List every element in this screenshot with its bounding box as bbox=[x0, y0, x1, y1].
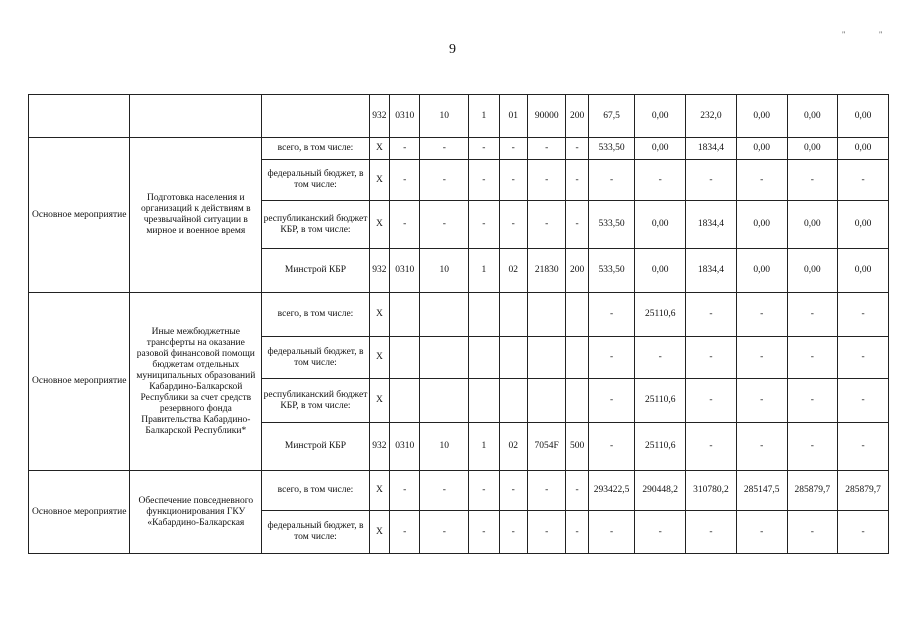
value-cell: 0,00 bbox=[838, 138, 889, 160]
value-cell: 293422,5 bbox=[588, 471, 635, 511]
value-cell: - bbox=[635, 511, 686, 554]
value-cell: - bbox=[420, 160, 469, 201]
value-cell: 1834,4 bbox=[686, 201, 737, 249]
corner-mark: " bbox=[842, 30, 846, 39]
value-cell: 0,00 bbox=[787, 138, 838, 160]
value-cell: - bbox=[390, 511, 420, 554]
corner-mark: " bbox=[879, 30, 883, 39]
funding-source: всего, в том числе: bbox=[262, 293, 370, 337]
value-cell: - bbox=[736, 423, 787, 471]
value-cell: 0,00 bbox=[838, 201, 889, 249]
value-cell: - bbox=[838, 379, 889, 423]
value-cell bbox=[566, 337, 588, 379]
funding-source: всего, в том числе: bbox=[262, 471, 370, 511]
value-cell: Х bbox=[369, 471, 389, 511]
value-cell: - bbox=[566, 471, 588, 511]
value-cell: - bbox=[787, 511, 838, 554]
value-cell: - bbox=[588, 337, 635, 379]
funding-source: Минстрой КБР bbox=[262, 249, 370, 293]
funding-source: Минстрой КБР bbox=[262, 423, 370, 471]
measure-type: Основное мероприятие bbox=[29, 293, 130, 471]
value-cell: 1 bbox=[469, 423, 499, 471]
value-cell: - bbox=[390, 201, 420, 249]
value-cell: - bbox=[588, 379, 635, 423]
value-cell: 1 bbox=[469, 249, 499, 293]
value-cell: 0310 bbox=[390, 423, 420, 471]
value-cell bbox=[566, 379, 588, 423]
value-cell: 0,00 bbox=[787, 249, 838, 293]
value-cell: - bbox=[686, 379, 737, 423]
value-cell: - bbox=[420, 511, 469, 554]
value-cell: - bbox=[838, 160, 889, 201]
value-cell: 0,00 bbox=[838, 95, 889, 138]
budget-table bbox=[28, 94, 889, 554]
value-cell: 67,5 bbox=[588, 95, 635, 138]
value-cell: - bbox=[469, 511, 499, 554]
value-cell: - bbox=[420, 471, 469, 511]
measure-name: Иные межбюджетные трансферты на оказание разовой финансовой помощи бюджетам отдельных муниципальных образований Кабардино-Балкарской Республики за счет средств резервного фонда Правительства Кабардино-Балкарской Республики* bbox=[130, 293, 262, 471]
value-cell: 285879,7 bbox=[787, 471, 838, 511]
value-cell: 0310 bbox=[390, 95, 420, 138]
value-cell: - bbox=[686, 337, 737, 379]
value-cell: - bbox=[736, 379, 787, 423]
value-cell: 0,00 bbox=[736, 249, 787, 293]
value-cell: - bbox=[527, 201, 566, 249]
value-cell: - bbox=[420, 201, 469, 249]
value-cell: 25110,6 bbox=[635, 293, 686, 337]
page-number: 9 bbox=[449, 42, 456, 57]
value-cell: - bbox=[635, 160, 686, 201]
value-cell: 285147,5 bbox=[736, 471, 787, 511]
value-cell bbox=[420, 337, 469, 379]
value-cell: - bbox=[390, 160, 420, 201]
name-cell bbox=[130, 95, 262, 138]
value-cell: - bbox=[787, 337, 838, 379]
value-cell: - bbox=[527, 471, 566, 511]
measure-type: Основное мероприятие bbox=[29, 138, 130, 293]
value-cell bbox=[469, 379, 499, 423]
value-cell: 0,00 bbox=[838, 249, 889, 293]
value-cell: - bbox=[527, 511, 566, 554]
value-cell bbox=[420, 379, 469, 423]
measure-name: Подготовка населения и организаций к действиям в чрезвычайной ситуации в мирное и военное время bbox=[130, 138, 262, 293]
value-cell bbox=[390, 337, 420, 379]
value-cell: - bbox=[499, 201, 527, 249]
value-cell: - bbox=[787, 293, 838, 337]
value-cell: 1 bbox=[469, 95, 499, 138]
value-cell: 533,50 bbox=[588, 201, 635, 249]
value-cell: - bbox=[588, 423, 635, 471]
value-cell: 0,00 bbox=[787, 95, 838, 138]
value-cell: 0,00 bbox=[635, 249, 686, 293]
value-cell: Х bbox=[369, 138, 389, 160]
value-cell: - bbox=[566, 201, 588, 249]
value-cell: 01 bbox=[499, 95, 527, 138]
value-cell: - bbox=[736, 293, 787, 337]
funding-source: республиканский бюджет КБР, в том числе: bbox=[262, 379, 370, 423]
value-cell bbox=[469, 293, 499, 337]
value-cell: 25110,6 bbox=[635, 423, 686, 471]
value-cell: 500 bbox=[566, 423, 588, 471]
value-cell: 7054F bbox=[527, 423, 566, 471]
value-cell: - bbox=[469, 138, 499, 160]
value-cell: 21830 bbox=[527, 249, 566, 293]
value-cell: 200 bbox=[566, 249, 588, 293]
value-cell bbox=[499, 337, 527, 379]
value-cell: - bbox=[787, 379, 838, 423]
type-cell bbox=[29, 95, 130, 138]
funding-source: федеральный бюджет, в том числе: bbox=[262, 337, 370, 379]
value-cell: 25110,6 bbox=[635, 379, 686, 423]
value-cell: - bbox=[469, 160, 499, 201]
value-cell: 10 bbox=[420, 249, 469, 293]
value-cell: Х bbox=[369, 379, 389, 423]
value-cell bbox=[499, 379, 527, 423]
value-cell: 0,00 bbox=[787, 201, 838, 249]
value-cell: - bbox=[838, 423, 889, 471]
value-cell: 1834,4 bbox=[686, 138, 737, 160]
value-cell: 932 bbox=[369, 95, 389, 138]
source-cell bbox=[262, 95, 370, 138]
value-cell: - bbox=[420, 138, 469, 160]
value-cell: 285879,7 bbox=[838, 471, 889, 511]
value-cell: - bbox=[635, 337, 686, 379]
value-cell: Х bbox=[369, 511, 389, 554]
funding-source: федеральный бюджет, в том числе: bbox=[262, 511, 370, 554]
value-cell: - bbox=[787, 160, 838, 201]
value-cell: 02 bbox=[499, 249, 527, 293]
value-cell: 0,00 bbox=[635, 138, 686, 160]
value-cell bbox=[469, 337, 499, 379]
value-cell: - bbox=[736, 160, 787, 201]
value-cell: - bbox=[686, 423, 737, 471]
value-cell bbox=[527, 379, 566, 423]
table-row bbox=[29, 293, 889, 337]
value-cell: - bbox=[736, 511, 787, 554]
value-cell: - bbox=[499, 160, 527, 201]
value-cell bbox=[527, 293, 566, 337]
value-cell: - bbox=[390, 138, 420, 160]
value-cell: - bbox=[736, 337, 787, 379]
value-cell: - bbox=[588, 511, 635, 554]
value-cell: 02 bbox=[499, 423, 527, 471]
value-cell: - bbox=[787, 423, 838, 471]
funding-source: федеральный бюджет, в том числе: bbox=[262, 160, 370, 201]
value-cell bbox=[527, 337, 566, 379]
table-row bbox=[29, 471, 889, 511]
value-cell: - bbox=[566, 138, 588, 160]
measure-name: Обеспечение повседневного функционирования ГКУ «Кабардино-Балкарская bbox=[130, 471, 262, 554]
value-cell: - bbox=[499, 138, 527, 160]
value-cell: - bbox=[469, 471, 499, 511]
value-cell: 90000 bbox=[527, 95, 566, 138]
value-cell: - bbox=[566, 511, 588, 554]
value-cell: 0310 bbox=[390, 249, 420, 293]
value-cell: - bbox=[469, 201, 499, 249]
value-cell: Х bbox=[369, 293, 389, 337]
value-cell: 932 bbox=[369, 249, 389, 293]
table-row bbox=[29, 138, 889, 160]
value-cell: - bbox=[390, 471, 420, 511]
value-cell: - bbox=[588, 160, 635, 201]
value-cell: - bbox=[838, 293, 889, 337]
value-cell: 0,00 bbox=[635, 201, 686, 249]
measure-type: Основное мероприятие bbox=[29, 471, 130, 554]
value-cell: 0,00 bbox=[635, 95, 686, 138]
value-cell: - bbox=[527, 160, 566, 201]
value-cell: - bbox=[686, 293, 737, 337]
table-row bbox=[29, 95, 889, 138]
value-cell: 932 bbox=[369, 423, 389, 471]
value-cell: 200 bbox=[566, 95, 588, 138]
value-cell bbox=[499, 293, 527, 337]
value-cell: 0,00 bbox=[736, 95, 787, 138]
value-cell: 290448,2 bbox=[635, 471, 686, 511]
funding-source: республиканский бюджет КБР, в том числе: bbox=[262, 201, 370, 249]
value-cell: - bbox=[838, 337, 889, 379]
value-cell: - bbox=[686, 160, 737, 201]
value-cell bbox=[420, 293, 469, 337]
value-cell: 533,50 bbox=[588, 249, 635, 293]
value-cell: 232,0 bbox=[686, 95, 737, 138]
value-cell: 10 bbox=[420, 423, 469, 471]
value-cell: - bbox=[499, 511, 527, 554]
value-cell: - bbox=[527, 138, 566, 160]
funding-source: всего, в том числе: bbox=[262, 138, 370, 160]
value-cell: 310780,2 bbox=[686, 471, 737, 511]
value-cell: - bbox=[588, 293, 635, 337]
value-cell: Х bbox=[369, 337, 389, 379]
value-cell bbox=[390, 293, 420, 337]
value-cell: Х bbox=[369, 160, 389, 201]
value-cell: 0,00 bbox=[736, 201, 787, 249]
value-cell bbox=[566, 293, 588, 337]
value-cell: - bbox=[499, 471, 527, 511]
value-cell: 0,00 bbox=[736, 138, 787, 160]
value-cell: - bbox=[686, 511, 737, 554]
value-cell: - bbox=[838, 511, 889, 554]
value-cell: Х bbox=[369, 201, 389, 249]
value-cell bbox=[390, 379, 420, 423]
value-cell: 533,50 bbox=[588, 138, 635, 160]
value-cell: - bbox=[566, 160, 588, 201]
value-cell: 10 bbox=[420, 95, 469, 138]
value-cell: 1834,4 bbox=[686, 249, 737, 293]
